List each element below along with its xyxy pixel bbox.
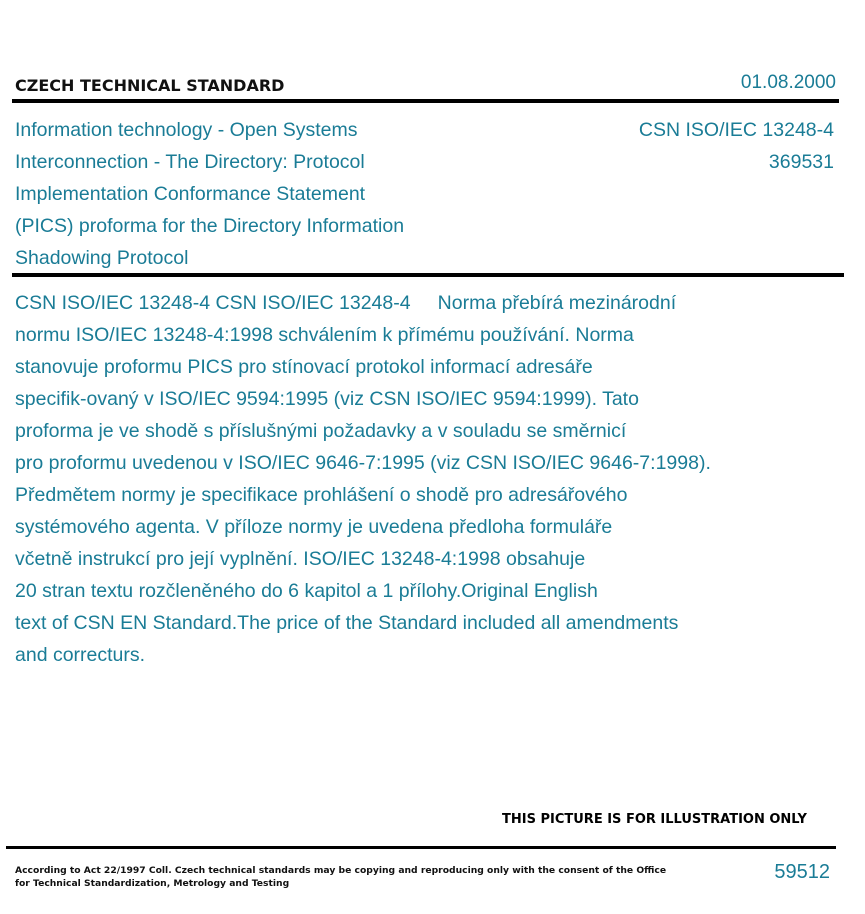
description-line: včetně instrukcí pro její vyplnění. ISO/IEC 13248-4:1998 obsahuje	[15, 548, 586, 570]
description-line: normu ISO/IEC 13248-4:1998 schválením k přímému používání. Norma	[15, 324, 634, 346]
standard-identifiers	[639, 114, 834, 178]
illustration-disclaimer: THIS PICTURE IS FOR ILLUSTRATION ONLY	[502, 812, 807, 827]
publication-date: 01.08.2000	[740, 72, 836, 93]
footer-divider	[6, 846, 836, 849]
description-line: 20 stran textu rozčleněného do 6 kapitol a 1 přílohy.Original English	[15, 580, 598, 602]
standard-number: 369531	[768, 151, 834, 173]
description-line: text of CSN EN Standard.The price of the Standard included all amendments	[15, 612, 679, 634]
description-line: specifik-ovaný v ISO/IEC 9594:1995 (viz CSN ISO/IEC 9594:1999). Tato	[15, 388, 639, 410]
standard-code: CSN ISO/IEC 13248-4	[638, 119, 834, 141]
description-line: proforma je ve shodě s příslušnými požadavky a v souladu se směrnicí	[15, 420, 627, 442]
legal-notice	[15, 864, 667, 890]
document-type-heading: CZECH TECHNICAL STANDARD	[15, 76, 285, 95]
standard-description	[15, 287, 815, 671]
description-line: stanovuje proformu PICS pro stínovací protokol informací adresáře	[15, 356, 593, 378]
standard-title-line: (PICS) proforma for the Directory Information	[15, 215, 405, 237]
title-divider	[12, 273, 844, 277]
standard-title-line: Implementation Conformance Statement	[15, 183, 366, 205]
standard-title-line: Shadowing Protocol	[15, 247, 189, 269]
legal-notice-line: According to Act 22/1997 Coll. Czech technical standards may be copying and reproducing only with the consent of the Office	[15, 865, 667, 876]
description-line: Předmětem normy je specifikace prohlášení o shodě pro adresářového	[15, 484, 628, 506]
standard-title-line: Information technology - Open Systems	[15, 119, 358, 141]
header-divider	[12, 99, 839, 103]
description-line: systémového agenta. V příloze normy je uvedena předloha formuláře	[15, 516, 613, 538]
standard-title-line: Interconnection - The Directory: Protocol	[15, 151, 365, 173]
description-line: pro proformu uvedenou v ISO/IEC 9646-7:1995 (viz CSN ISO/IEC 9646-7:1998).	[15, 452, 711, 474]
standard-title	[15, 114, 485, 274]
description-line: and correcturs.	[15, 644, 146, 666]
document-number: 59512	[774, 861, 830, 883]
legal-notice-line: for Technical Standardization, Metrology and Testing	[15, 878, 290, 889]
description-line: CSN ISO/IEC 13248-4 CSN ISO/IEC 13248-4 Norma přebírá mezinárodní	[15, 292, 677, 314]
